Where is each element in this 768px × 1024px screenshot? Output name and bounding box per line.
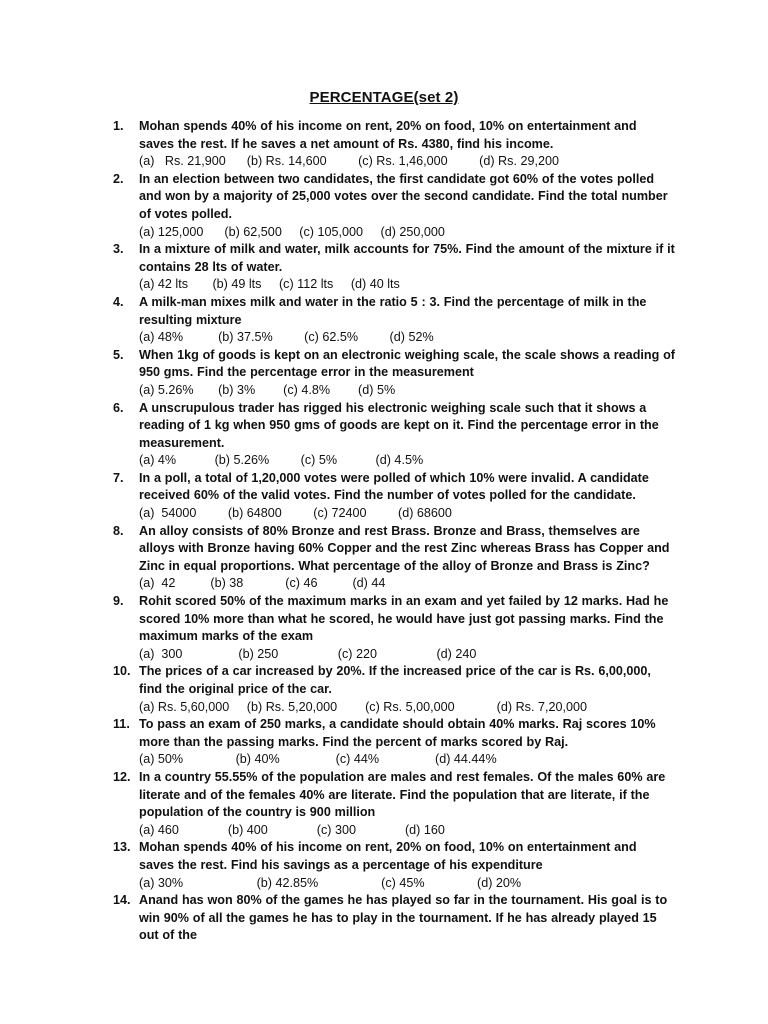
- question-9: [110, 593, 675, 663]
- question-number: 4.: [113, 294, 124, 309]
- question-3: [110, 241, 675, 294]
- question-number: 9.: [113, 594, 124, 609]
- question-1: [110, 118, 675, 171]
- question-options: (a) 42 lts (b) 49 lts (c) 112 lts (d) 40 lts: [139, 277, 400, 292]
- question-number: 2.: [113, 171, 124, 186]
- question-number: 6.: [113, 400, 124, 415]
- question-options: (a) 125,000 (b) 62,500 (c) 105,000 (d) 250,000: [139, 224, 445, 239]
- question-options: (a) 48% (b) 37.5% (c) 62.5% (d) 52%: [139, 330, 434, 345]
- question-options: (a) Rs. 21,900 (b) Rs. 14,600 (c) Rs. 1,46,000 (d) Rs. 29,200: [139, 154, 559, 169]
- question-13: [110, 839, 675, 892]
- question-4: [110, 294, 675, 347]
- question-text: Mohan spends 40% of his income on rent, 20% on food, 10% on entertainment and saves the rest. Find his savings as a percentage of his expenditure: [139, 840, 637, 872]
- question-number: 7.: [113, 470, 124, 485]
- question-options: (a) 30% (b) 42.85% (c) 45% (d) 20%: [139, 875, 522, 890]
- question-number: 1.: [113, 119, 124, 133]
- question-number: 3.: [113, 242, 124, 257]
- question-7: [110, 470, 675, 523]
- question-text: A unscrupulous trader has rigged his electronic weighing scale such that it shows a reading of 1 kg when 950 gms of goods are kept on it. Find the percentage error in the measurement.: [139, 400, 659, 450]
- question-text: The prices of a car increased by 20%. If the increased price of the car is Rs. 6,00,000, find the original price of the car.: [139, 664, 651, 696]
- question-text: Mohan spends 40% of his income on rent, 20% on food, 10% on entertainment and saves the rest. If he saves a net amount of Rs. 4380, find his income.: [139, 119, 637, 151]
- question-options: (a) 50% (b) 40% (c) 44% (d) 44.44%: [139, 752, 497, 767]
- question-text: In a country 55.55% of the population are males and rest females. Of the males 60% are literate and of the females 40% are literate. Find the population that are literate, if the population of the country is 900 million: [139, 769, 666, 820]
- question-number: 10.: [113, 664, 131, 679]
- question-text: In a poll, a total of 1,20,000 votes were polled of which 10% were invalid. A candidate received 60% of the valid votes. Find the number of votes polled for the candidate.: [139, 470, 649, 503]
- question-text: In an election between two candidates, the first candidate got 60% of the votes polled and won by a majority of 25,000 votes over the second candidate. Find the total number of votes polled.: [139, 171, 668, 221]
- question-options: (a) Rs. 5,60,000 (b) Rs. 5,20,000 (c) Rs. 5,00,000 (d) Rs. 7,20,000: [139, 699, 587, 714]
- question-text: When 1kg of goods is kept on an electronic weighing scale, the scale shows a reading of 950 gms. Find the percentage error in the measurement: [139, 347, 675, 380]
- question-2: [110, 171, 675, 241]
- question-options: (a) 460 (b) 400 (c) 300 (d) 160: [139, 822, 445, 837]
- question-options: (a) 5.26% (b) 3% (c) 4.8% (d) 5%: [139, 382, 396, 397]
- question-6: [110, 400, 675, 470]
- question-number: 13.: [113, 840, 131, 855]
- question-number: 5.: [113, 347, 124, 362]
- question-options: (a) 54000 (b) 64800 (c) 72400 (d) 68600: [139, 506, 452, 521]
- question-options: (a) 4% (b) 5.26% (c) 5% (d) 4.5%: [139, 453, 424, 468]
- question-text: Rohit scored 50% of the maximum marks in an exam and yet failed by 12 marks. Had he scored 10% more than what he scored, he would have just got passing marks. Find the maximum marks of the exam: [139, 594, 669, 644]
- question-8: [110, 523, 675, 593]
- question-number: 8.: [113, 523, 124, 538]
- question-number: 14.: [113, 893, 131, 908]
- question-11: [110, 716, 675, 769]
- question-12: [110, 769, 675, 839]
- question-14: [110, 892, 675, 945]
- question-5: [110, 347, 675, 400]
- question-options: (a) 300 (b) 250 (c) 220 (d) 240: [139, 646, 477, 661]
- question-number: 12.: [113, 769, 131, 784]
- page-title: PERCENTAGE(set 2): [309, 89, 459, 106]
- question-text: Anand has won 80% of the games he has played so far in the tournament. His goal is to win 90% of all the games he has to play in the tournament. If he has already played 15 out of the: [139, 893, 668, 943]
- question-options: (a) 42 (b) 38 (c) 46 (d) 44: [139, 576, 386, 591]
- question-list: [110, 118, 675, 945]
- question-text: To pass an exam of 250 marks, a candidate should obtain 40% marks. Raj scores 10% more than the passing marks. Find the percent of marks scored by Raj.: [139, 717, 656, 749]
- question-text: An alloy consists of 80% Bronze and rest Brass. Bronze and Brass, themselves are alloys with Bronze having 60% Copper and the rest Zinc whereas Brass has Copper and Zinc in equal proportions. What percentage of the alloy of Bronze and Brass is Zinc?: [139, 523, 670, 573]
- question-text: A milk-man mixes milk and water in the ratio 5 : 3. Find the percentage of milk in the resulting mixture: [139, 294, 647, 327]
- question-number: 11.: [113, 717, 130, 732]
- question-text: In a mixture of milk and water, milk accounts for 75%. Find the amount of the mixture if it contains 28 lts of water.: [139, 242, 675, 274]
- question-10: [110, 663, 675, 716]
